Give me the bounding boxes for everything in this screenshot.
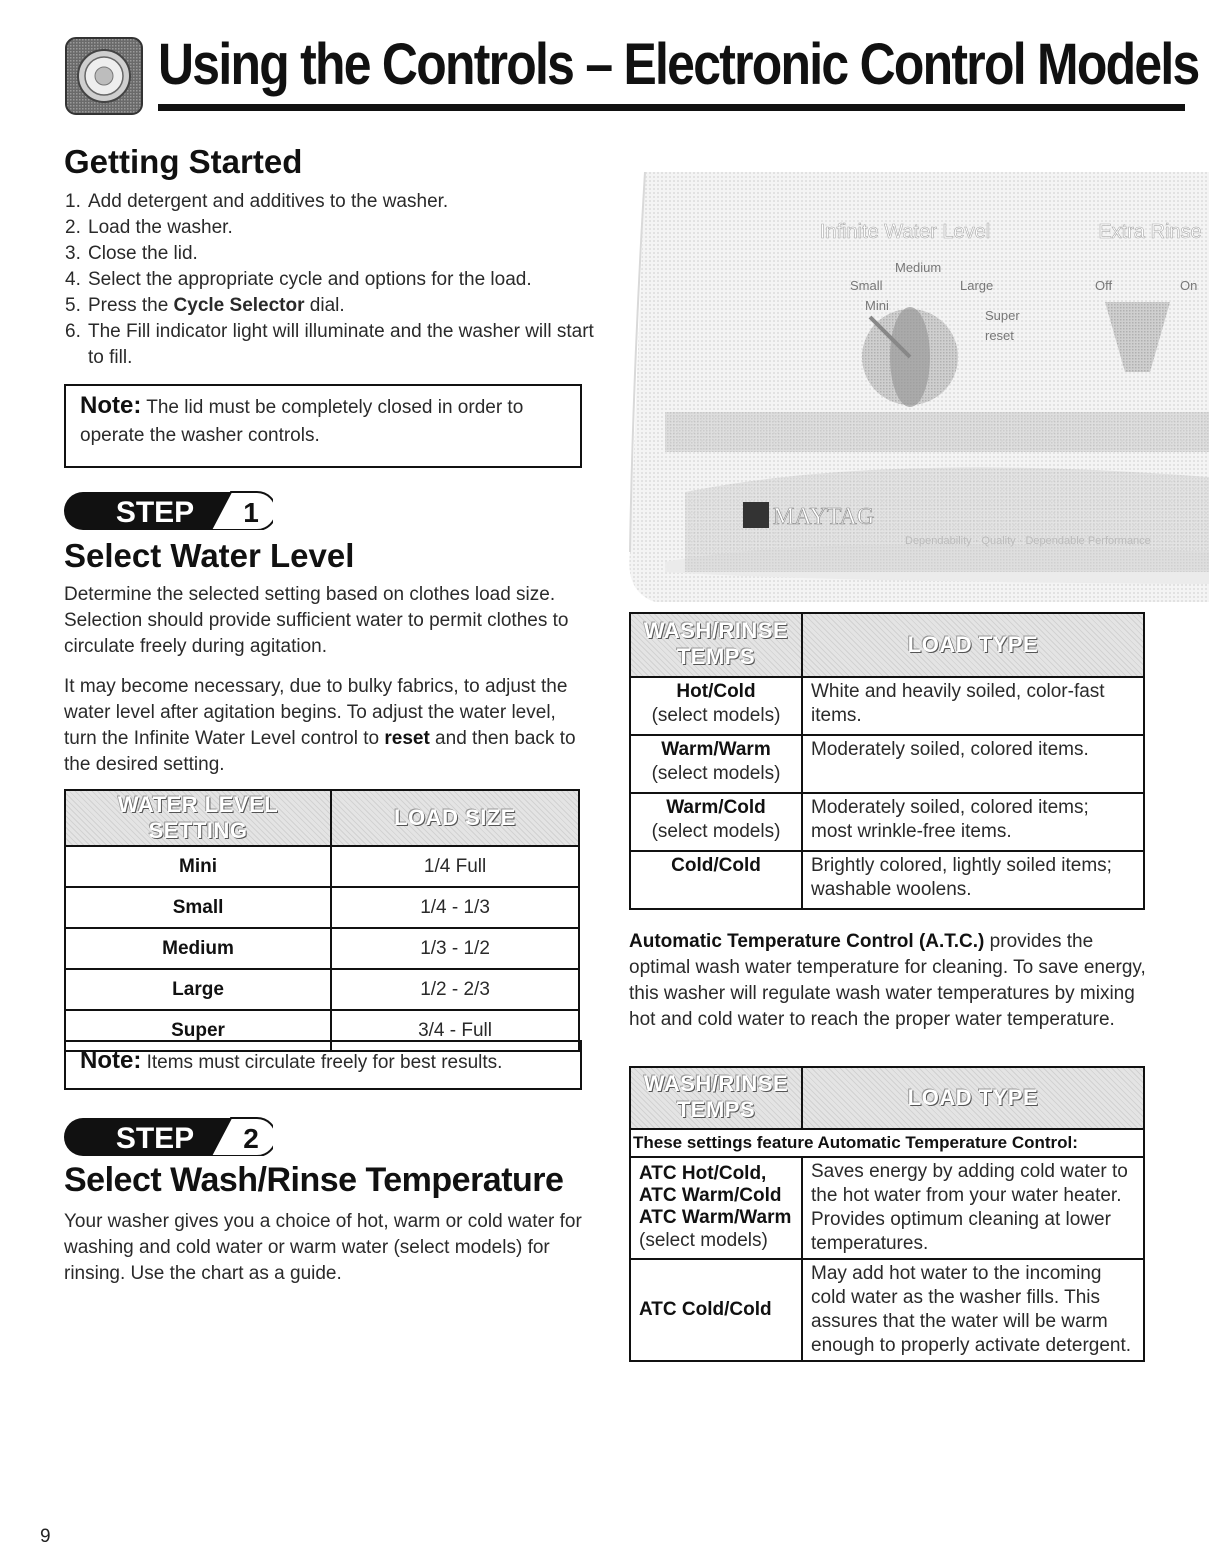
atc-load-cell: May add hot water to the incoming cold water as the washer fills. This assures that the water will be warm enough to properly activate detergent. (802, 1259, 1144, 1361)
water-level-cell: Small (65, 887, 331, 928)
step-number: 2 (243, 1123, 259, 1154)
load-type-cell: White and heavily soiled, color-fast items. (802, 677, 1144, 735)
temperature-para: Your washer gives you a choice of hot, warm or cold water for washing and cold water or warm water (select models) for rinsing. Use the chart as a guide. (64, 1211, 582, 1284)
column-header (802, 1067, 1144, 1129)
step-text: Select the appropriate cycle and options for the load. (88, 269, 532, 290)
lid-note (64, 384, 582, 468)
atc-feature-row: These settings feature Automatic Temperature Control: (630, 1129, 1144, 1157)
para-text: and then back to the desired setting. (64, 728, 576, 775)
step-number: 5. (65, 295, 81, 316)
step-text: Load the washer. (88, 217, 233, 238)
table-row (65, 969, 579, 1010)
step-number: 4. (65, 269, 81, 290)
step-number: 6. (65, 321, 81, 342)
step-text: dial. (304, 295, 345, 316)
column-header (331, 790, 579, 846)
table-row (65, 887, 579, 928)
temp-name: Warm/Warm (661, 739, 771, 760)
load-type-cell: Brightly colored, lightly soiled items; washable woolens. (802, 851, 1144, 909)
note-label: Note: (80, 1047, 142, 1074)
switch-label-off: Off (1095, 278, 1113, 293)
water-level-cell: Super (65, 1010, 331, 1051)
column-header-text: WATER LEVEL SETTING (117, 792, 279, 843)
step-item (65, 189, 605, 215)
step-item (65, 241, 605, 267)
step-item (65, 267, 605, 293)
step-text: Press the (88, 295, 174, 316)
column-header (630, 1067, 802, 1129)
column-header-text: LOAD SIZE (394, 805, 516, 830)
table-row (630, 735, 1144, 793)
load-size-cell: 1/4 - 1/3 (331, 887, 579, 928)
temp-name: Cold/Cold (671, 855, 761, 876)
atc-temp-name: ATC Warm/Warm (639, 1207, 792, 1228)
note-label: Note: (80, 392, 142, 419)
step-label: STEP (115, 496, 195, 529)
atc-temp-name: ATC Warm/Cold (639, 1185, 782, 1206)
column-header (65, 790, 331, 846)
step-1-badge (63, 490, 273, 530)
table-row (630, 793, 1144, 851)
dial-label-mini: Mini (865, 298, 889, 313)
temperature-heading: Select Wash/Rinse Temperature (64, 1161, 564, 1199)
step-item (65, 319, 605, 371)
water-level-cell: Mini (65, 846, 331, 887)
water-level-para-1: Determine the selected setting based on clothes load size. Selection should provide sufficient water to permit clothes to circulate freely during agitation. (64, 584, 569, 657)
step-label: STEP (115, 1122, 195, 1155)
load-size-cell: 1/3 - 1/2 (331, 928, 579, 969)
step-number: 1. (65, 191, 81, 212)
note-text: The lid must be completely closed in order to operate the washer controls. (80, 397, 524, 446)
getting-started-steps (65, 189, 605, 371)
table-row (630, 851, 1144, 909)
step-2-badge (63, 1116, 273, 1156)
para-text: It may become necessary, due to bulky fabrics, to adjust the water level after agitation begins. To adjust the water level, turn the Infinite Water Level control to (64, 676, 568, 749)
dial-label-large: Large (960, 278, 994, 293)
step-text-bold: Cycle Selector (173, 295, 305, 316)
column-header-text: LOAD TYPE (907, 1085, 1039, 1110)
water-level-cell: Medium (65, 928, 331, 969)
dial-label-medium: Medium (895, 260, 942, 275)
temp-sub: (select models) (651, 821, 781, 842)
control-panel-illustration (625, 172, 1209, 602)
table-row (630, 677, 1144, 735)
table-row (630, 1259, 1144, 1361)
extra-rinse-label: Extra Rinse (1098, 221, 1202, 243)
atc-temp-cell (630, 1157, 802, 1259)
table-row (65, 846, 579, 887)
load-size-cell: 1/4 Full (331, 846, 579, 887)
temp-cell (630, 793, 802, 851)
load-size-cell: 1/2 - 2/3 (331, 969, 579, 1010)
title-rule (158, 104, 1185, 111)
column-header-text: WASH/RINSE TEMPS (643, 1071, 789, 1122)
water-level-para-2 (64, 674, 584, 778)
washer-dial-icon (64, 36, 144, 116)
step-text: Close the lid. (88, 243, 198, 264)
page-number: 9 (40, 1526, 51, 1547)
temp-cell (630, 735, 802, 793)
maytag-logo-mark (743, 502, 769, 528)
atc-text: provides the optimal wash water temperature for cleaning. To save energy, this washer will regulate wash water temperatures by mixing hot and cold water to reach the proper water temperature. (629, 931, 1146, 1030)
atc-para (629, 929, 1149, 1033)
para-bold: reset (384, 728, 430, 749)
atc-temp-name: ATC Hot/Cold, (639, 1163, 767, 1184)
column-header-text: WASH/RINSE TEMPS (643, 618, 789, 669)
water-level-heading: Select Water Level (64, 537, 355, 574)
temp-cell (630, 677, 802, 735)
step-text: Add detergent and additives to the washer. (88, 191, 449, 212)
load-type-cell: Moderately soiled, colored items. (802, 735, 1144, 793)
atc-table (629, 1066, 1145, 1362)
step-number: 1 (243, 497, 259, 528)
load-size-cell: 3/4 - Full (331, 1010, 579, 1051)
step-item (65, 293, 605, 319)
column-header (630, 613, 802, 677)
panel-tagline: Dependability · Quality · Dependable Performance (905, 535, 1151, 547)
dial-label-reset: reset (985, 328, 1014, 343)
atc-load-cell: Saves energy by adding cold water to the hot water from your water heater. Provides optimum cleaning at lower temperatures. (802, 1157, 1144, 1259)
switch-label-on: On (1180, 278, 1198, 293)
note-text: Items must circulate freely for best results. (141, 1052, 503, 1073)
atc-temp-sub: (select models) (639, 1230, 768, 1251)
getting-started-heading: Getting Started (64, 143, 303, 180)
water-level-table (64, 789, 580, 1052)
atc-temp-cell (630, 1259, 802, 1361)
step-number: 3. (65, 243, 81, 264)
column-header-text: LOAD TYPE (907, 632, 1039, 657)
atc-bold: Automatic Temperature Control (A.T.C.) (629, 931, 985, 952)
step-text: The Fill indicator light will illuminate and the washer will start to fill. (88, 321, 594, 368)
temp-sub: (select models) (651, 763, 781, 784)
brand-wordmark: MAYTAG (773, 504, 875, 530)
circulate-note (64, 1040, 582, 1090)
water-level-cell: Large (65, 969, 331, 1010)
dial-label-small: Small (850, 278, 883, 293)
page-title: Using the Controls – Electronic Control Models (158, 32, 1199, 97)
column-header (802, 613, 1144, 677)
temp-name: Warm/Cold (666, 797, 766, 818)
step-number: 2. (65, 217, 81, 238)
load-type-cell: Moderately soiled, colored items; most wrinkle-free items. (802, 793, 1144, 851)
temp-name: Hot/Cold (676, 681, 756, 702)
step-item (65, 215, 605, 241)
temp-cell (630, 851, 802, 909)
infinite-water-level-label: Infinite Water Level (819, 221, 991, 243)
temperature-table (629, 612, 1145, 910)
table-row (65, 928, 579, 969)
temp-sub: (select models) (651, 705, 781, 726)
atc-temp-name: ATC Cold/Cold (639, 1299, 772, 1320)
table-row (630, 1157, 1144, 1259)
dial-label-super: Super (985, 308, 1020, 323)
